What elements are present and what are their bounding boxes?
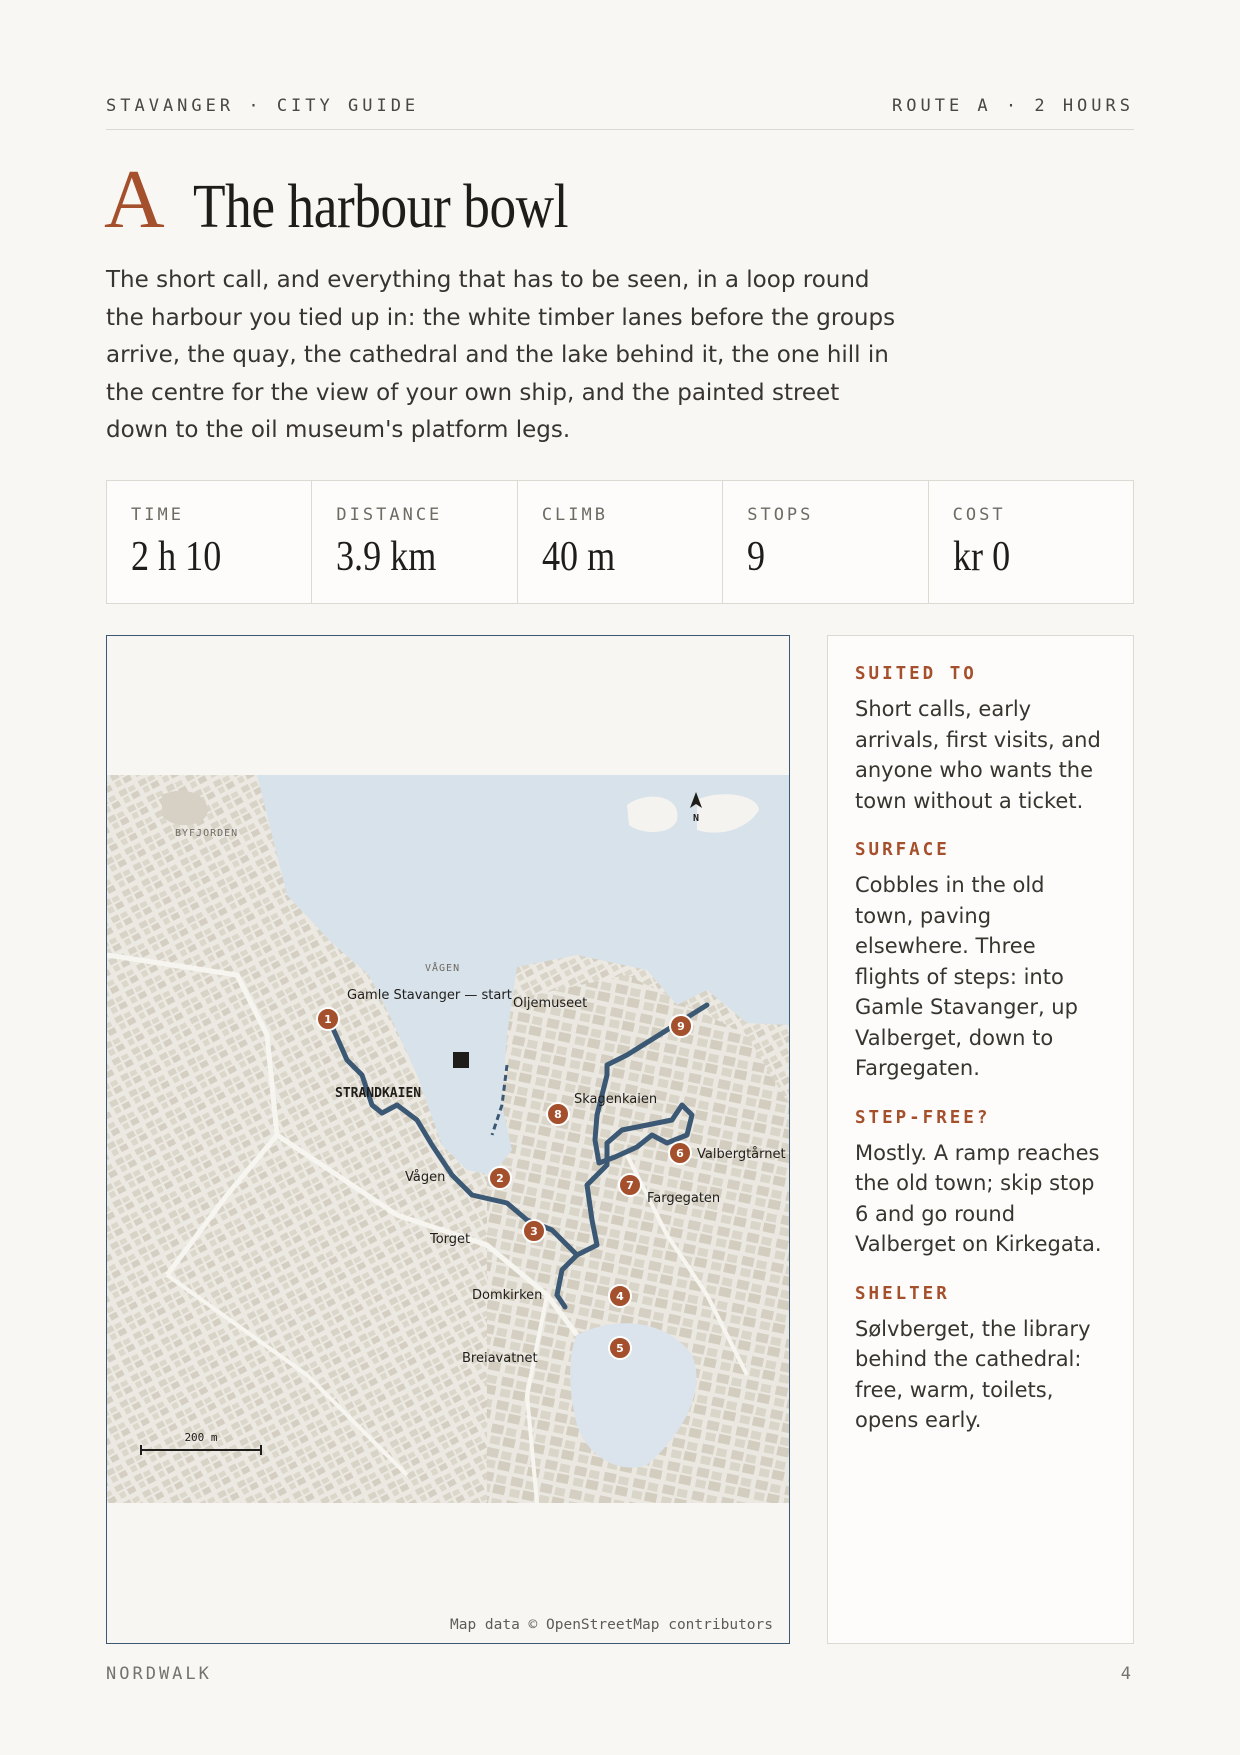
stop-number: 9 [677,1020,685,1033]
label-torget: Torget [430,1232,471,1247]
north-label: N [692,813,700,824]
stop-marker-4[interactable] [609,1285,631,1307]
route-stats [106,480,1134,604]
label-fargegaten: Fargegaten [647,1191,721,1206]
stat-value: 2 h 10 [131,534,222,580]
page-footer [106,1664,1134,1684]
stat-climb [518,481,723,603]
stop-number: 7 [626,1179,634,1192]
stat-label: COST [952,505,1006,525]
label-vagen-water: VÅGEN [425,963,461,974]
page-title [104,153,629,246]
note-heading-suited: SUITED TO [855,664,977,684]
label-vagen: Vågen [405,1170,446,1185]
stat-distance [312,481,517,603]
note-heading-surface: SURFACE [855,840,950,860]
stop-number: 6 [676,1147,684,1160]
note-body-step-free: Mostly. A ramp reaches the old town; skip stop 6 and go round Valberget on Kirkegata. [855,1140,1102,1256]
label-oljemuseet: Oljemuseet [513,996,588,1011]
label-strandkaien: STRANDKAIEN [335,1086,422,1101]
stat-label: STOPS [747,505,814,525]
stat-label: DISTANCE [336,505,443,525]
stop-marker-6[interactable] [669,1142,691,1164]
stop-number: 5 [616,1342,624,1355]
stat-value: 40 m [541,534,616,580]
footer-brand: NORDWALK [106,1664,212,1684]
stop-marker-9[interactable] [670,1015,692,1037]
stat-value: 3.9 km [336,534,437,580]
header-divider [106,129,1134,130]
stat-stops [723,481,928,603]
route-intro: The short call, and everything that has to be seen, in a loop round the harbour you tied up in: the white timber lanes before the groups arrive, the quay, the cathedral and the lake behind it, the one hill in the centre for the view of your own ship, and the painted street down to the oil museum's platform legs. [106,267,896,443]
stop-marker-2[interactable] [489,1167,511,1189]
stat-cost [929,481,1133,603]
map-canvas[interactable] [107,775,789,1503]
label-start: Gamle Stavanger — start [347,988,512,1003]
map-attribution: Map data © OpenStreetMap contributors [449,1617,773,1633]
route-notes [827,635,1134,1644]
stop-marker-3[interactable] [523,1220,545,1242]
header-guide-label: STAVANGER · CITY GUIDE [106,96,420,116]
stat-label: CLIMB [541,505,608,525]
label-valbergtarnet: Valbergtårnet [697,1147,786,1162]
stat-time [107,481,312,603]
island [627,797,677,832]
stop-number: 4 [616,1290,624,1303]
route-title: The harbour bowl [192,173,568,241]
stop-marker-7[interactable] [619,1174,641,1196]
note-body-surface: Cobbles in the old town, paving elsewhere. Three flights of steps: into Gamle Stavanger, up Valberget, down to Fargegaten. [855,873,1078,1080]
stat-value: 9 [747,534,766,580]
route-map[interactable] [106,635,790,1644]
stat-value: kr 0 [952,534,1010,580]
scale-label: 200 m [184,1431,218,1444]
note-heading-step-free: STEP-FREE? [855,1107,991,1128]
stop-number: 2 [496,1172,504,1185]
stop-number: 8 [554,1108,562,1121]
header-route-label: ROUTE A · 2 HOURS [892,96,1134,116]
stop-marker-1[interactable] [317,1008,339,1030]
note-body-shelter: Sølvberget, the library behind the cathedral: free, warm, toilets, opens early. [855,1316,1091,1432]
note-heading-shelter: SHELTER [855,1283,950,1304]
label-skagenkaien: Skagenkaien [574,1092,658,1107]
stop-marker-8[interactable] [547,1103,569,1125]
stop-number: 3 [530,1225,538,1238]
page-number: 4 [1120,1664,1134,1684]
route-letter: A [104,153,165,246]
stop-number: 1 [324,1013,332,1026]
note-body-suited: Short calls, early arrivals, first visits, and anyone who wants the town without a ticket. [855,697,1101,813]
stat-label: TIME [131,505,184,525]
label-breiavatnet: Breiavatnet [462,1351,538,1366]
label-domkirken: Domkirken [472,1288,543,1303]
poi-square-marker [453,1052,469,1068]
page-header [106,96,1134,116]
label-byfjorden: BYFJORDEN [175,828,239,839]
stop-marker-5[interactable] [609,1337,631,1359]
